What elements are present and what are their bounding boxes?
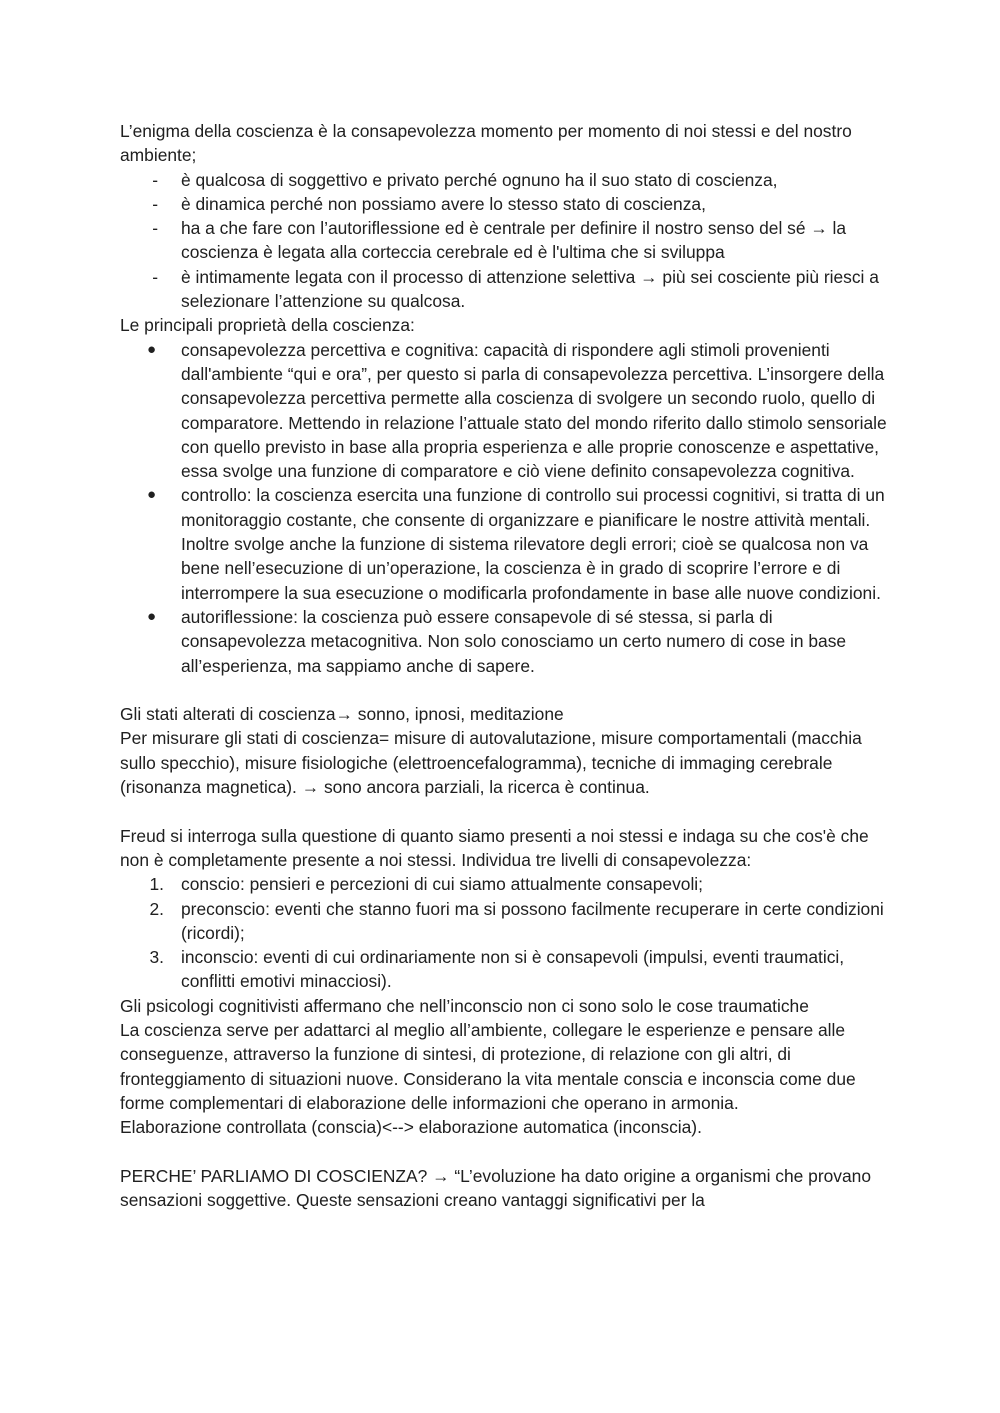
why-paragraph: PERCHE’ PARLIAMO DI COSCIENZA? → “L’evoluzione ha dato origine a organismi che provano sensazioni soggettive. Queste sensazioni creano vantaggi significativi per la [120,1165,872,1211]
list-item [120,605,890,678]
list-item-text: è intimamente legata con il processo di attenzione selettiva → più sei cosciente più riesci a selezionare l’attenzione su qualcosa. [181,266,879,312]
list-item [120,872,890,896]
paragraph-gap [120,1139,890,1163]
properties-list [120,338,890,678]
characteristics-list [120,168,890,314]
number-marker: 2. [149,898,164,919]
list-item-text: controllo: la coscienza esercita una funzione di controllo sui processi cognitivi, si tratta di un monitoraggio costante, che consente di organizzare e pianificare le nostre attività mentali. Inoltre svolge anche la funzione di sistema rilevatore degli errori; cioè se qualcosa non va bene nell’esecuzione di un’operazione, la coscienza è in grado di scoprire l’errore e di interrompere la sua esecuzione o modificarla profondamente in base alle nuove condizioni. [181,485,885,603]
bullet-marker: ● [146,340,156,358]
purpose-paragraph: La coscienza serve per adattarci al meglio all’ambiente, collegare le esperienze e pensare alle conseguenze, attraverso la funzione di sintesi, di protezione, di relazione con gli altri, di fronteggiamento di situazioni nuove. Considerano la vita mentale conscia e inconscia come due forme complementari di elaborazione delle informazioni che operano in armonia. [120,1019,856,1113]
paragraph-gap [120,799,890,823]
list-item [120,216,890,265]
properties-heading: Le principali proprietà della coscienza: [120,315,415,336]
consciousness-levels-list [120,872,890,993]
list-item-text: è qualcosa di soggettivo e privato perché ognuno ha il suo stato di coscienza, [181,169,778,190]
list-item [120,192,890,216]
list-item [120,483,890,604]
number-marker: 3. [149,947,164,968]
bullet-marker: ● [146,486,156,504]
list-item-text: ha a che fare con l’autoriflessione ed è centrale per definire il nostro senso del sé → la coscienza è legata alla corteccia cerebrale ed è l'ultima che si sviluppa [181,218,847,263]
list-item [120,945,890,994]
number-marker: 1. [149,874,164,895]
dash-marker: - [152,169,158,190]
altered-states-paragraph: Gli stati alterati di coscienza→ sonno, ipnosi, meditazione [120,704,564,725]
measures-paragraph: Per misurare gli stati di coscienza= misure di autovalutazione, misure comportamentali (macchia sullo specchio), misure fisiologiche (elettroencefalogramma), tecniche di immaging cerebrale (risonanza magnetica). → sono ancora parziali, la ricerca è continua. [120,728,862,798]
list-item [120,338,890,484]
list-item-text: inconscio: eventi di cui ordinariamente non si è consapevoli (impulsi, eventi traumatici, conflitti emotivi minacciosi). [181,947,845,992]
list-item [120,897,890,946]
cognitivists-paragraph: Gli psicologi cognitivisti affermano che nell’inconscio non ci sono solo le cose traumatiche [120,995,809,1016]
processing-paragraph: Elaborazione controllata (conscia)<--> elaborazione automatica (inconscia). [120,1117,702,1138]
list-item-text: autoriflessione: la coscienza può essere consapevole di sé stessa, si parla di consapevolezza metacognitiva. Non solo conosciamo un certo numero di cose in base all’esperienza, ma sappiamo anche di sapere. [181,606,847,676]
list-item-text: preconscio: eventi che stanno fuori ma si possono facilmente recuperare in certe condizioni (ricordi); [181,898,884,943]
dash-marker: - [152,193,158,214]
list-item [120,168,890,192]
list-item-text: consapevolezza percettiva e cognitiva: capacità di rispondere agli stimoli provenienti dall'ambiente “qui e ora”, per questo si parla di consapevolezza percettiva. L’insorgere della consapevolezza percettiva permette alla coscienza di svolgere un secondo ruolo, quello di comparatore. Mettendo in relazione l’attuale stato del mondo riferito dallo stimolo sensoriale con quello previsto in base alla propria esperienza e alle proprie conoscenze e aspettative, essa svolge una funzione di comparatore e ciò viene definito consapevolezza cognitiva. [181,339,887,482]
list-item [120,265,890,314]
dash-marker: - [152,266,158,287]
dash-marker: - [152,218,158,239]
list-item-text: è dinamica perché non possiamo avere lo stesso stato di coscienza, [181,193,706,214]
paragraph-gap [120,678,890,702]
bullet-marker: ● [146,607,156,625]
freud-paragraph: Freud si interroga sulla questione di quanto siamo presenti a noi stessi e indaga su che cos'è che non è completamente presente a noi stessi. Individua tre livelli di consapevolezza: [120,825,869,870]
list-item-text: conscio: pensieri e percezioni di cui siamo attualmente consapevoli; [181,874,703,895]
document-page [120,119,890,1212]
intro-paragraph: L’enigma della coscienza è la consapevolezza momento per momento di noi stessi e del nostro ambiente; [120,121,852,166]
